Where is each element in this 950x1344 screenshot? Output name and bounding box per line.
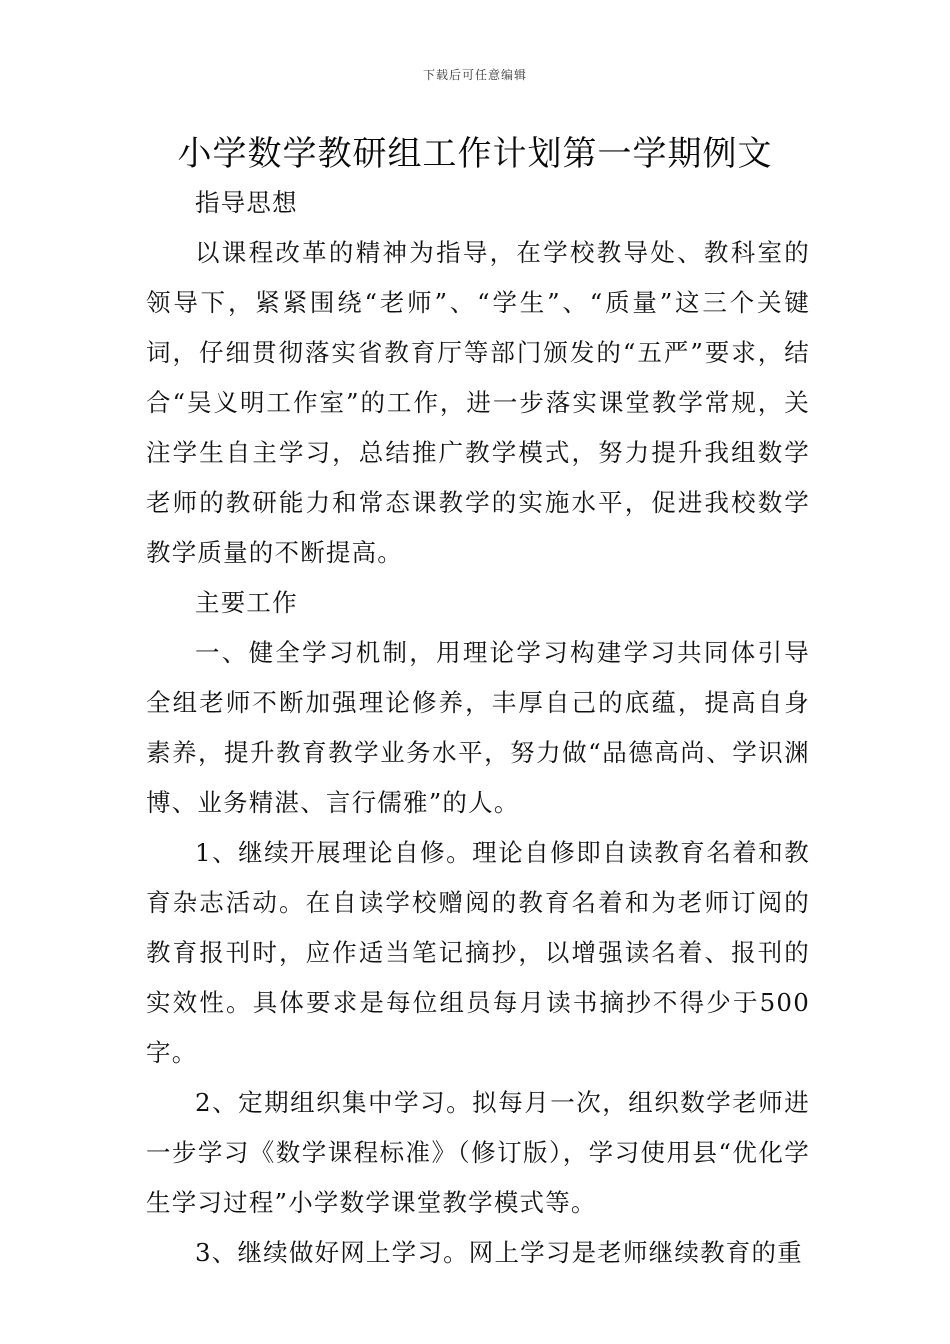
section-heading-guiding-ideology: 指导思想	[195, 188, 298, 217]
paragraph-item-2: 2、定期组织集中学习。拟每月一次，组织数学老师进一步学习《数学课程标准》（修订版），学习使用县“优化学生学习过程”小学数学课堂教学模式等。	[146, 1088, 810, 1217]
paragraph-item-one: 一、健全学习机制，用理论学习构建学习共同体引导全组老师不断加强理论修养，丰厚自己的底蕴，提高自身素养，提升教育教学业务水平，努力做“品德高尚、学识渊博、业务精湛、言行儒雅”的人。	[146, 638, 810, 817]
paragraph-guiding-ideology: 以课程改革的精神为指导，在学校教导处、教科室的领导下，紧紧围绕“老师”、“学生”、“质量”这三个关键词，仔细贯彻落实省教育厅等部门颁发的“五严”要求，结合“吴义明工作室”的工作，进一步落实课堂教学常规，关注学生自主学习，总结推广教学模式，努力提升我组数学老师的教研能力和常态课教学的实施水平，促进我校数学教学质量的不断提高。	[146, 238, 810, 567]
section-heading-main-work: 主要工作	[195, 588, 298, 617]
document-body	[146, 178, 810, 1278]
paragraph-item-3: 3、继续做好网上学习。网上学习是老师继续教育的重	[195, 1238, 803, 1267]
header-note: 下载后可任意编辑	[422, 68, 527, 82]
document-title: 小学数学教研组工作计划第一学期例文	[177, 134, 773, 174]
paragraph-item-1: 1、继续开展理论自修。理论自修即自读教育名着和教育杂志活动。在自读学校赠阅的教育名着和为老师订阅的教育报刊时，应作适当笔记摘抄，以增强读名着、报刊的实效性。具体要求是每位组员每月读书摘抄不得少于500字。	[146, 838, 810, 1067]
